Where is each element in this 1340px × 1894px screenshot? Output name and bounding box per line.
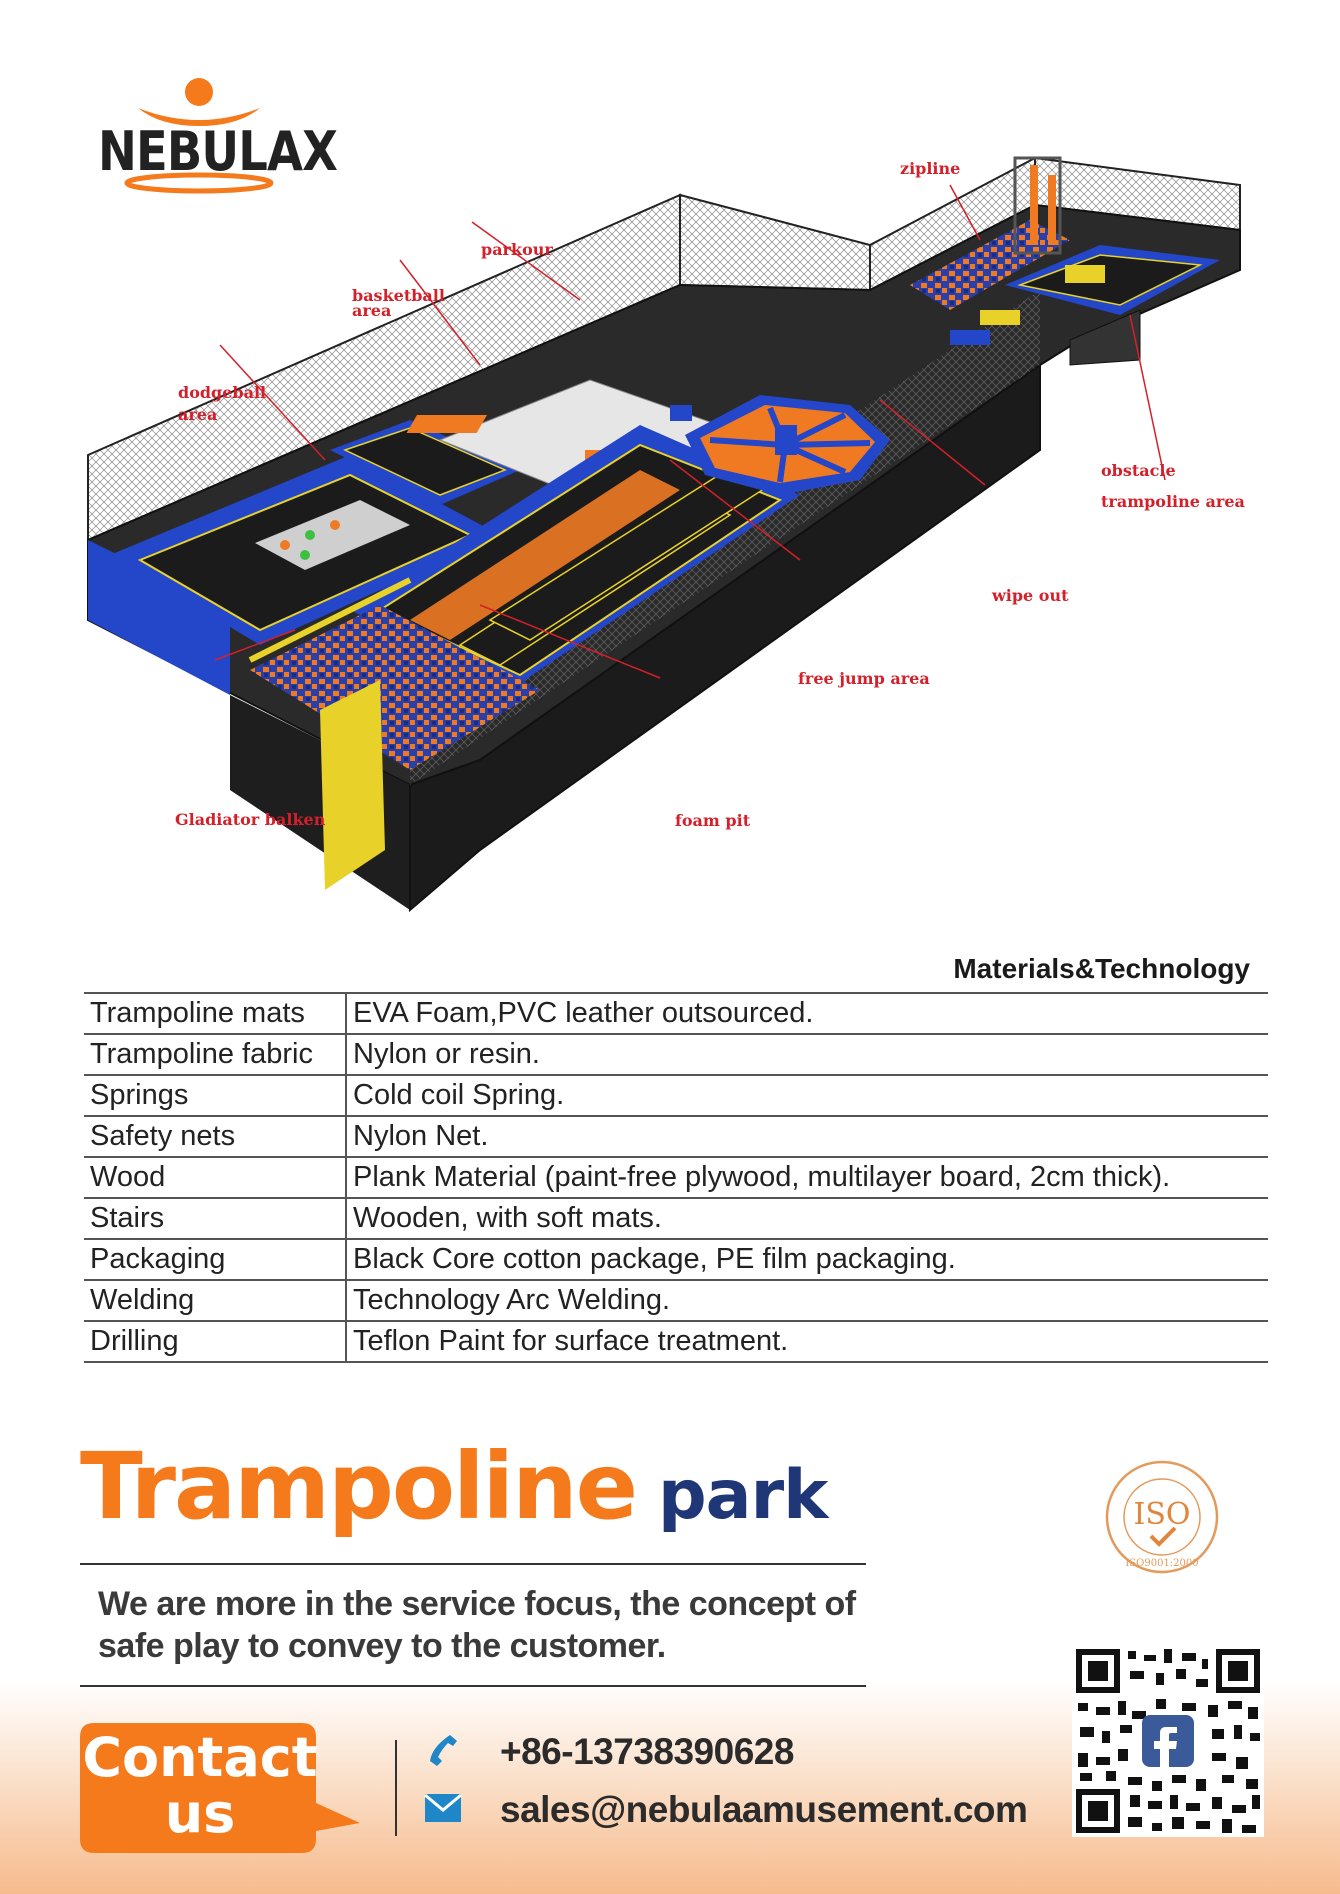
callout-wipeout: wipe out — [992, 586, 1069, 605]
material-key: Springs — [84, 1075, 346, 1116]
table-row — [84, 1116, 1268, 1157]
email-address[interactable]: sales@nebulaamusement.com — [500, 1789, 1028, 1830]
iso-seal-icon — [1103, 1458, 1221, 1576]
table-row — [84, 1034, 1268, 1075]
material-key: Wood — [84, 1157, 346, 1198]
material-value: Wooden, with soft mats. — [346, 1198, 1268, 1239]
callout-zipline: zipline — [900, 159, 961, 178]
callout-parkour: parkour — [481, 240, 553, 259]
callout-dodgeball: dodgeball area — [178, 383, 267, 424]
material-value: Plank Material (paint-free plywood, multilayer board, 2cm thick). — [346, 1157, 1268, 1198]
material-value: Technology Arc Welding. — [346, 1280, 1268, 1321]
divider — [80, 1563, 866, 1565]
material-key: Safety nets — [84, 1116, 346, 1157]
materials-table — [84, 992, 1268, 1363]
table-row — [84, 1075, 1268, 1116]
material-key: Trampoline mats — [84, 993, 346, 1034]
material-key: Trampoline fabric — [84, 1034, 346, 1075]
table-row — [84, 1321, 1268, 1362]
materials-title: Materials&Technology — [953, 953, 1250, 984]
material-value: Black Core cotton package, PE film packaging. — [346, 1239, 1268, 1280]
qr-code[interactable] — [1072, 1645, 1264, 1837]
email-icon — [424, 1793, 462, 1823]
callout-obstacle-area: trampoline area — [1101, 492, 1245, 511]
callout-free-jump: free jump area — [798, 669, 930, 688]
material-key: Packaging — [84, 1239, 346, 1280]
table-row — [84, 1280, 1268, 1321]
tagline: We are more in the service focus, the concept of safe play to convey to the customer. — [98, 1585, 856, 1665]
phone-number[interactable]: +86-13738390628 — [500, 1731, 794, 1772]
iso-label: ISO — [1133, 1497, 1191, 1532]
material-key: Stairs — [84, 1198, 346, 1239]
material-key: Welding — [84, 1280, 346, 1321]
iso-ring-text: ISO9001:2000 — [1125, 1558, 1199, 1569]
material-value: Cold coil Spring. — [346, 1075, 1268, 1116]
callout-gladiator: Gladiator balken — [175, 810, 326, 829]
table-row — [84, 993, 1268, 1034]
brand-name: NEBULAX — [98, 120, 338, 183]
material-value: Teflon Paint for surface treatment. — [346, 1321, 1268, 1362]
divider — [395, 1740, 397, 1836]
material-value: EVA Foam,PVC leather outsourced. — [346, 993, 1268, 1034]
callout-foam-pit: foam pit — [675, 811, 751, 830]
headline-part2: park — [658, 1456, 828, 1535]
headline-part1: Trampoline — [80, 1433, 636, 1540]
contact-button-label: Contact us — [82, 1726, 318, 1845]
table-row — [84, 1157, 1268, 1198]
table-row — [84, 1239, 1268, 1280]
material-key: Drilling — [84, 1321, 346, 1362]
divider — [80, 1685, 866, 1687]
table-row — [84, 1198, 1268, 1239]
material-value: Nylon or resin. — [346, 1034, 1268, 1075]
callout-basketball: basketball area — [352, 286, 445, 320]
headline — [80, 1433, 827, 1553]
phone-icon — [424, 1733, 460, 1769]
material-value: Nylon Net. — [346, 1116, 1268, 1157]
callout-obstacle: obstacle — [1101, 461, 1176, 480]
